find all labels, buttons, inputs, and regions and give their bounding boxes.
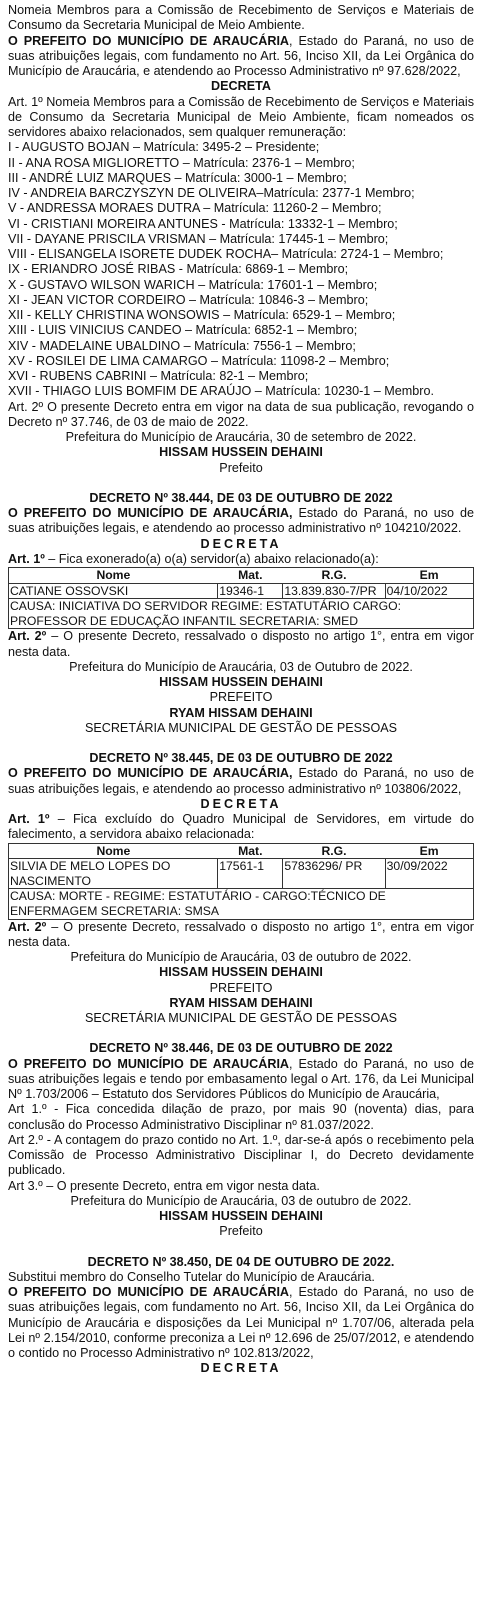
- decree-450-preamble: [8, 1285, 474, 1361]
- art-text: – Fica exonerado(a) o(a) servidor(a) abaixo relacionado(a):: [44, 551, 379, 566]
- decree-445-signer-role: PREFEITO: [209, 980, 273, 995]
- cell-mat: 17561-1: [218, 859, 283, 889]
- member-item: XV - ROSILEI DE LIMA CAMARGO – Matrícula: 11098-2 – Membro;: [8, 353, 390, 368]
- member-item: XVII - THIAGO LUIS BOMFIM DE ARAÚJO – Matrícula: 10230-1 – Membro.: [8, 384, 434, 399]
- preamble-text: Estado do Paraná, no uso de suas atribuições legais, e atendendo ao processo administrativo nº 103806/2022,: [8, 766, 474, 796]
- mayor-title: O PREFEITO DO MUNICÍPIO DE ARAUCÁRIA,: [8, 766, 293, 781]
- decree-444-place-date: Prefeitura do Município de Araucária, 03 de Outubro de 2022.: [69, 659, 413, 674]
- header-rg: R.G.: [321, 843, 347, 858]
- decree-444-title: DECRETO Nº 38.444, DE 03 DE OUTUBRO DE 2022: [89, 490, 393, 505]
- decree-444-preamble: [8, 506, 474, 537]
- art-text: – O presente Decreto, ressalvado o disposto no artigo 1°, entra em vigor nesta data.: [8, 629, 474, 659]
- header-em: Em: [419, 568, 439, 582]
- art-text: – O presente Decreto, ressalvado o disposto no artigo 1°, entra em vigor nesta data.: [8, 919, 474, 949]
- cell-em: 30/09/2022: [385, 859, 473, 889]
- table-row: [9, 583, 474, 599]
- decree-446-art2: Art 2.º - A contagem do prazo contido no Art. 1.º, dar-se-á após o recebimento pela Comissão de Processo Administrativo Disciplinar I, do Decreto devidamente publicado.: [8, 1132, 474, 1178]
- table-row: [9, 859, 474, 889]
- decree-444-signer-role: PREFEITO: [209, 690, 273, 705]
- cell-cause: CAUSA: MORTE - REGIME: ESTATUTÁRIO - CARGO:TÉCNICO DE ENFERMAGEM SECRETARIA: SMSA: [9, 889, 474, 919]
- header-mat: Mat.: [238, 568, 263, 582]
- decree-450-title: DECRETO Nº 38.450, DE 04 DE OUTUBRO DE 2022.: [87, 1254, 395, 1269]
- intro-preamble: [8, 34, 474, 80]
- member-item: XIV - MADELAINE UBALDINO – Matrícula: 7556-1 – Membro;: [8, 338, 356, 353]
- member-item: XVI - RUBENS CABRINI – Matrícula: 82-1 – Membro;: [8, 369, 309, 383]
- art-label: Art. 2º: [8, 629, 47, 644]
- mayor-title: O PREFEITO DO MUNICÍPIO DE ARAUCÁRIA,: [8, 506, 293, 520]
- decree-445-cosigner-role: SECRETÁRIA MUNICIPAL DE GESTÃO DE PESSOAS: [84, 1011, 398, 1026]
- intro-signer: HISSAM HUSSEIN DEHAINI: [159, 445, 323, 460]
- decree-444-cosigner-role: SECRETÁRIA MUNICIPAL DE GESTÃO DE PESSOAS: [84, 720, 398, 735]
- decree-446-preamble: [8, 1057, 474, 1103]
- decree-445-title: DECRETO Nº 38.445, DE 03 DE OUTUBRO DE 2022: [89, 751, 393, 766]
- table-header-row: [9, 843, 474, 859]
- header-mat: Mat.: [238, 843, 263, 858]
- mayor-title: O PREFEITO DO MUNICÍPIO DE ARAUCÁRIA: [8, 33, 290, 48]
- member-item: VII - DAYANE PRISCILA VRISMAN – Matrícula: 17445-1 – Membro;: [8, 231, 389, 246]
- member-item: IX - ERIANDRO JOSÉ RIBAS - Matrícula: 6869-1 – Membro;: [8, 262, 349, 277]
- cell-rg: 13.839.830-7/PR: [283, 583, 385, 599]
- table-cause-row: [9, 889, 474, 919]
- decree-446-art3: Art 3.º – O presente Decreto, entra em vigor nesta data.: [8, 1178, 320, 1193]
- intro-place-date: Prefeitura do Município de Araucária, 30 de setembro de 2022.: [65, 430, 417, 444]
- cell-mat: 19346-1: [218, 583, 283, 599]
- preamble-text: Estado do Paraná, no uso de suas atribuições legais, e atendendo ao processo administrativo nº 104210/2022.: [8, 506, 474, 536]
- member-item: VI - CRISTIANI MOREIRA ANTUNES - Matrícula: 13332-1 – Membro;: [8, 216, 398, 231]
- intro-art1: Art. 1º Nomeia Membros para a Comissão de Recebimento de Serviços e Materiais de Consumo da Secretaria Municipal de Meio Ambiente, ficam nomeados os servidores abaixo relacionados, sem qualquer remuneração:: [8, 94, 474, 139]
- decree-445-art2: [8, 920, 474, 951]
- header-nome: Nome: [96, 843, 131, 858]
- art-label: Art. 1º: [8, 551, 45, 566]
- decree-445-place-date: Prefeitura do Município de Araucária, 03 de outubro de 2022.: [70, 950, 412, 965]
- member-list: [8, 140, 474, 399]
- decree-445-signer: HISSAM HUSSEIN DEHAINI: [159, 965, 323, 980]
- cell-cause: CAUSA: INICIATIVA DO SERVIDOR REGIME: ESTATUTÁRIO CARGO: PROFESSOR DE EDUCAÇÃO INFANTIL SECRETARIA: SMED: [9, 599, 474, 629]
- decree-445-preamble: [8, 766, 474, 797]
- intro-art2: Art. 2º O presente Decreto entra em vigor na data de sua publicação, revogando o Decreto nº 37.746, de 03 de maio de 2022.: [8, 399, 474, 429]
- decree-445-table: [8, 843, 474, 920]
- cell-em: 04/10/2022: [385, 583, 473, 599]
- mayor-title: O PREFEITO DO MUNICÍPIO DE ARAUCÁRIA: [8, 1056, 290, 1071]
- decree-446-art1: Art 1.º - Fica concedida dilação de prazo, por mais 90 (noventa) dias, para conclusão do Processo Administrativo Disciplinar nº 81.037/2022.: [8, 1102, 474, 1132]
- art-label: Art. 2º: [8, 919, 47, 934]
- member-item: X - GUSTAVO WILSON WARICH – Matrícula: 17601-1 – Membro;: [8, 277, 378, 292]
- header-rg: R.G.: [321, 568, 347, 582]
- cell-nome: CATIANE OSSOVSKI: [9, 583, 218, 599]
- intro-signer-role: Prefeito: [219, 460, 263, 475]
- cell-rg: 57836296/ PR: [283, 859, 385, 889]
- member-item: II - ANA ROSA MIGLIORETTO – Matrícula: 2376-1 – Membro;: [8, 155, 355, 170]
- member-item: IV - ANDREIA BARCZYSZYN DE OLIVEIRA–Matrícula: 2377-1 Membro;: [8, 186, 415, 200]
- decree-446-signer-role: Prefeito: [219, 1224, 263, 1239]
- member-item: XI - JEAN VICTOR CORDEIRO – Matrícula: 10846-3 – Membro;: [8, 292, 369, 307]
- preamble-text: , Estado do Paraná, no uso de suas atribuições legais, com fundamento no Art. 56, Inciso XII, da Lei Orgânica do Município de Araucária, e atendendo ao Processo Administrativo nº 97.628/2022,: [8, 33, 475, 78]
- header-nome: Nome: [96, 568, 131, 582]
- decree-446-signer: HISSAM HUSSEIN DEHAINI: [159, 1209, 323, 1224]
- cell-nome: SILVIA DE MELO LOPES DO NASCIMENTO: [9, 859, 218, 889]
- decree-444-signer: HISSAM HUSSEIN DEHAINI: [159, 675, 323, 690]
- intro-summary: Nomeia Membros para a Comissão de Recebimento de Serviços e Materiais de Consumo da Secretaria Municipal de Meio Ambiente.: [8, 3, 474, 33]
- decree-446-place-date: Prefeitura do Município de Araucária, 03 de outubro de 2022.: [70, 1193, 412, 1208]
- decree-446-title: DECRETO Nº 38.446, DE 03 DE OUTUBRO DE 2022: [89, 1041, 393, 1056]
- decree-444-art1: [8, 552, 474, 567]
- table-cause-row: [9, 599, 474, 629]
- art-text: – Fica excluído do Quadro Municipal de Servidores, em virtude do falecimento, a servidora abaixo relacionada:: [8, 812, 474, 842]
- table-header-row: [9, 568, 474, 584]
- decreta-heading: DECRETA: [200, 536, 282, 551]
- decreta-heading: DECRETA: [200, 796, 282, 811]
- preamble-text: , Estado do Paraná, no uso de suas atribuições legais, com fundamento no Art. 56, Inciso XII, da Lei Orgânica do Município de Araucária e disposições da Lei Municipal nº 1.707/06, alterada pela Lei nº 2.154/2010, conforme preconiza a Lei nº 12.696 de 25/07/2012, e atendendo o contido no Processo Administrativo nº 102.813/2022,: [8, 1285, 475, 1361]
- member-item: III - ANDRÉ LUIZ MARQUES – Matrícula: 3000-1 – Membro;: [8, 170, 347, 185]
- header-em: Em: [419, 843, 439, 858]
- preamble-text: , Estado do Paraná, no uso de suas atribuições legais e tendo por embasamento legal o Art. 176, da Lei Municipal Nº 1.703/2006 – Estatuto dos Servidores Públicos do Município de Araucária,: [8, 1056, 475, 1102]
- decree-450-subtitle: Substitui membro do Conselho Tutelar do Município de Araucária.: [8, 1269, 375, 1284]
- decree-444-cosigner: RYAM HISSAM DEHAINI: [169, 705, 313, 720]
- member-item: VIII - ELISANGELA ISORETE DUDEK ROCHA– Matrícula: 2724-1 – Membro;: [8, 247, 444, 261]
- member-item: XII - KELLY CHRISTINA WONSOWIS – Matrícula: 6529-1 – Membro;: [8, 308, 396, 322]
- decree-444-art2: [8, 629, 474, 660]
- decree-445-cosigner: RYAM HISSAM DEHAINI: [169, 995, 313, 1010]
- art-label: Art. 1º: [8, 812, 50, 827]
- decree-445-art1: [8, 812, 474, 843]
- decree-444-table: [8, 567, 474, 629]
- decreta-heading: DECRETA: [211, 79, 271, 94]
- member-item: V - ANDRESSA MORAES DUTRA – Matrícula: 11260-2 – Membro;: [8, 201, 382, 216]
- member-item: I - AUGUSTO BOJAN – Matrícula: 3495-2 – Presidente;: [8, 140, 320, 155]
- mayor-title: O PREFEITO DO MUNICÍPIO DE ARAUCÁRIA: [8, 1285, 290, 1300]
- member-item: XIII - LUIS VINICIUS CANDEO – Matrícula: 6852-1 – Membro;: [8, 323, 358, 338]
- decreta-heading: DECRETA: [200, 1361, 282, 1376]
